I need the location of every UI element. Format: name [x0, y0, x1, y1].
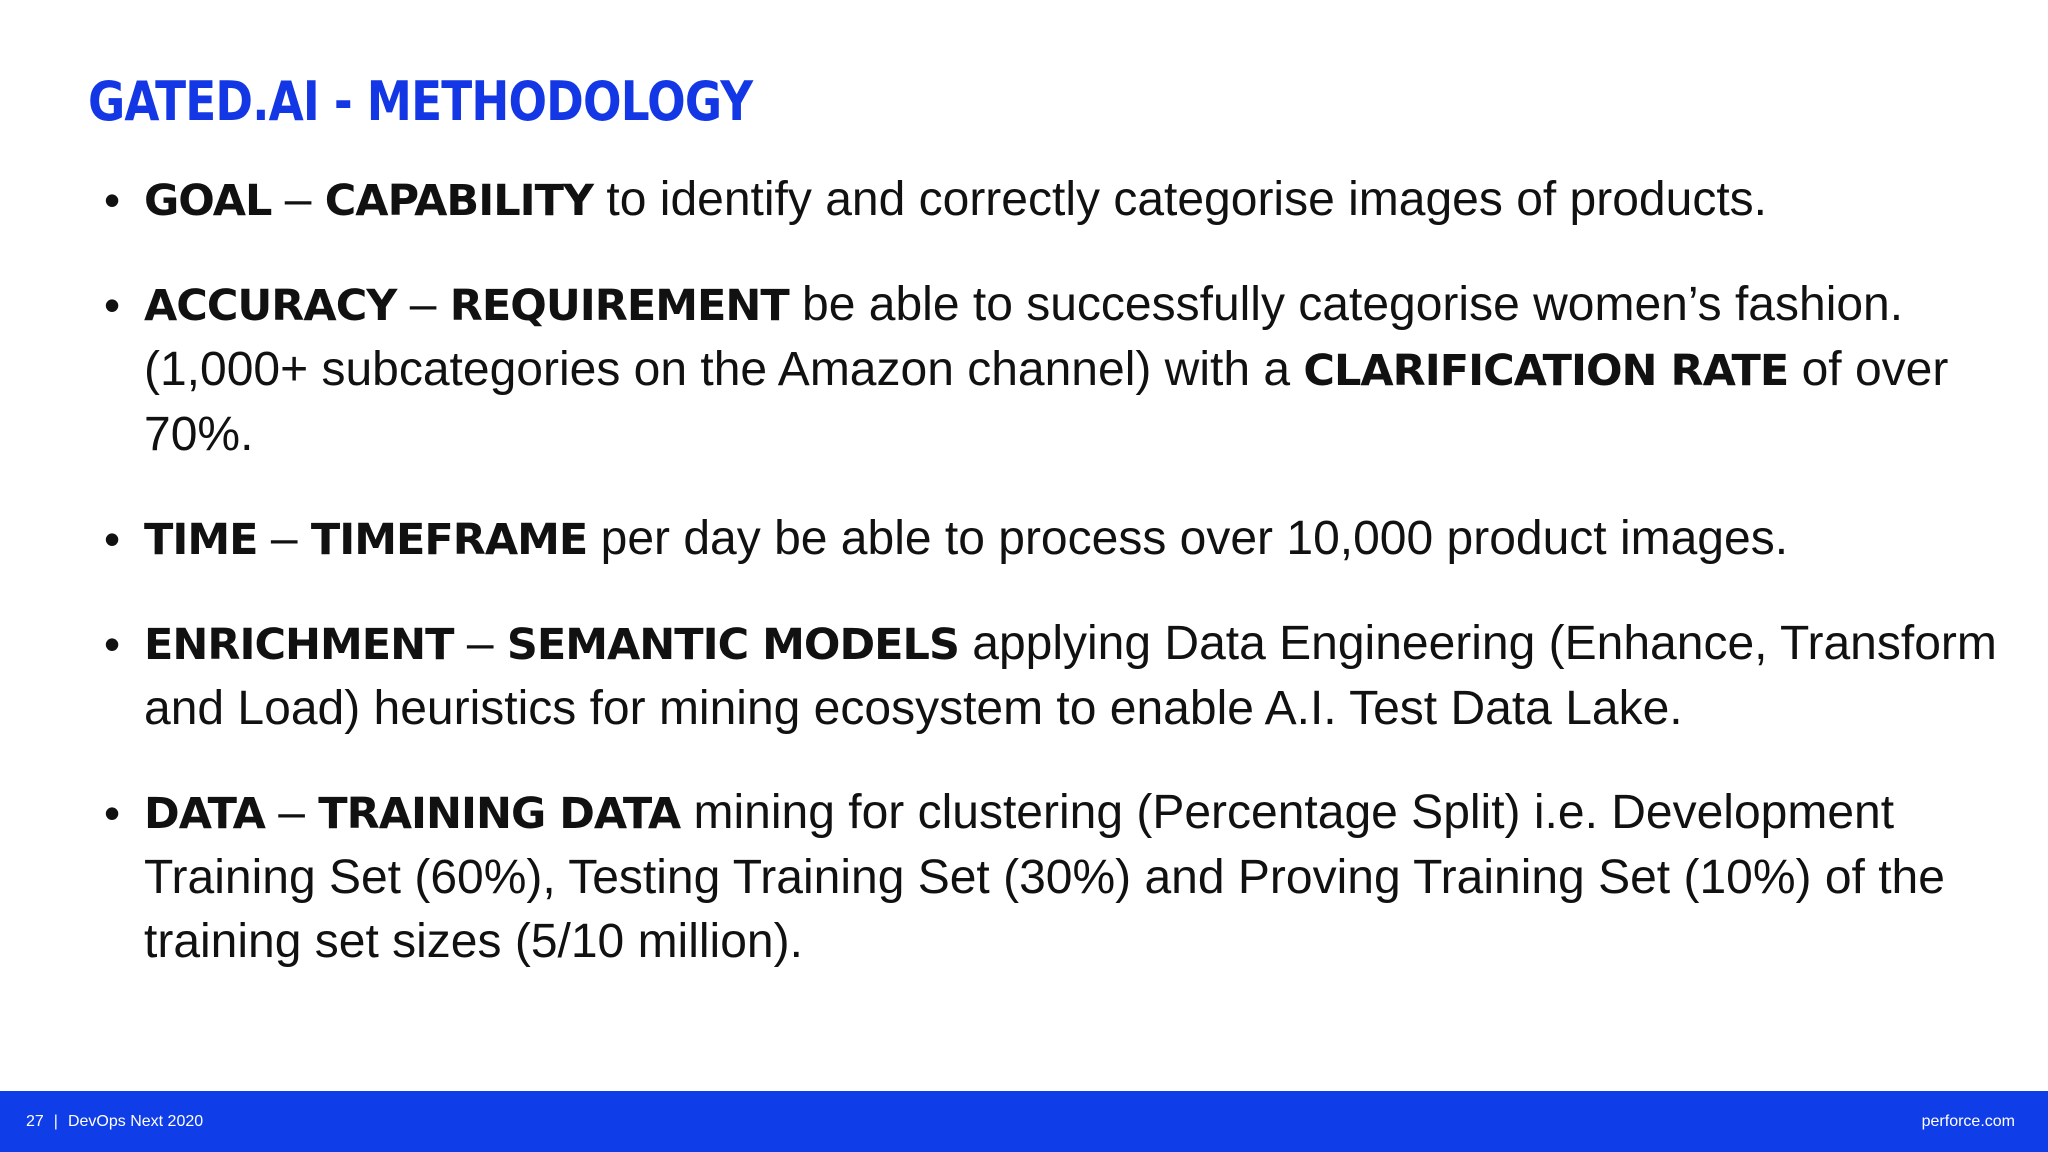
bullet-subkeyword: TIMEFRAME: [310, 515, 588, 565]
footer-separator: |: [53, 1113, 58, 1130]
bullet-separator: –: [257, 512, 311, 565]
bullet-text: mining for clustering (Percentage Split) i.e. Development Training Set (60%), Testing Training Set (30%) and Proving Training Set (10%) of the training set sizes (5/10 million).: [144, 786, 1945, 968]
footer-left: [26, 1113, 203, 1131]
bullet-dot-icon: •: [104, 174, 121, 226]
footer-bar: [0, 1091, 2048, 1152]
footer-website: perforce.com: [1921, 1113, 2015, 1130]
bullet-dot-icon: •: [104, 279, 121, 331]
bullet-keyword: DATA: [144, 789, 265, 839]
bullet-dot-icon: •: [104, 618, 121, 670]
bullet-text: to identify and correctly categorise images of products.: [593, 173, 1767, 226]
bullet-goal: [104, 168, 2004, 233]
bullet-keyword: ENRICHMENT: [144, 620, 454, 670]
bullet-text: be able to successfully categorise women’s fashion. (1,000+ subcategories on the Amazon channel) with a: [144, 278, 1904, 396]
bullet-keyword: GOAL: [144, 176, 272, 226]
bullet-time: [104, 507, 2004, 572]
bullet-subkeyword: SEMANTIC MODELS: [506, 620, 959, 670]
bullet-text: applying Data Engineering (Enhance, Transform and Load) heuristics for mining ecosystem to enable A.I. Test Data Lake.: [144, 617, 1997, 735]
event-name: DevOps Next 2020: [67, 1113, 204, 1130]
bullet-accuracy: [104, 273, 2004, 467]
bullet-separator: –: [453, 617, 507, 670]
bullet-text: per day be able to process over 10,000 product images.: [587, 512, 1789, 565]
bullet-data: [104, 781, 2004, 974]
bullet-separator: –: [264, 786, 319, 839]
bullet-subkeyword: TRAINING DATA: [318, 789, 681, 839]
page-number: 27: [26, 1113, 44, 1130]
bullet-list: [104, 168, 2004, 1014]
bullet-separator: –: [271, 173, 325, 226]
bullet-enrichment: [104, 612, 2004, 741]
bullet-separator: –: [396, 278, 450, 331]
bullet-keyword: ACCURACY: [144, 281, 397, 331]
bullet-emphasis: CLARIFICATION RATE: [1303, 346, 1789, 396]
bullet-keyword: TIME: [144, 515, 258, 565]
bullet-dot-icon: •: [104, 513, 121, 565]
bullet-subkeyword: REQUIREMENT: [449, 281, 789, 331]
bullet-dot-icon: •: [104, 787, 121, 839]
bullet-subkeyword: CAPABILITY: [324, 176, 594, 226]
bullet-text-after: of over 70%.: [144, 343, 1949, 461]
slide-title: GATED.AI - METHODOLOGY: [88, 70, 753, 133]
